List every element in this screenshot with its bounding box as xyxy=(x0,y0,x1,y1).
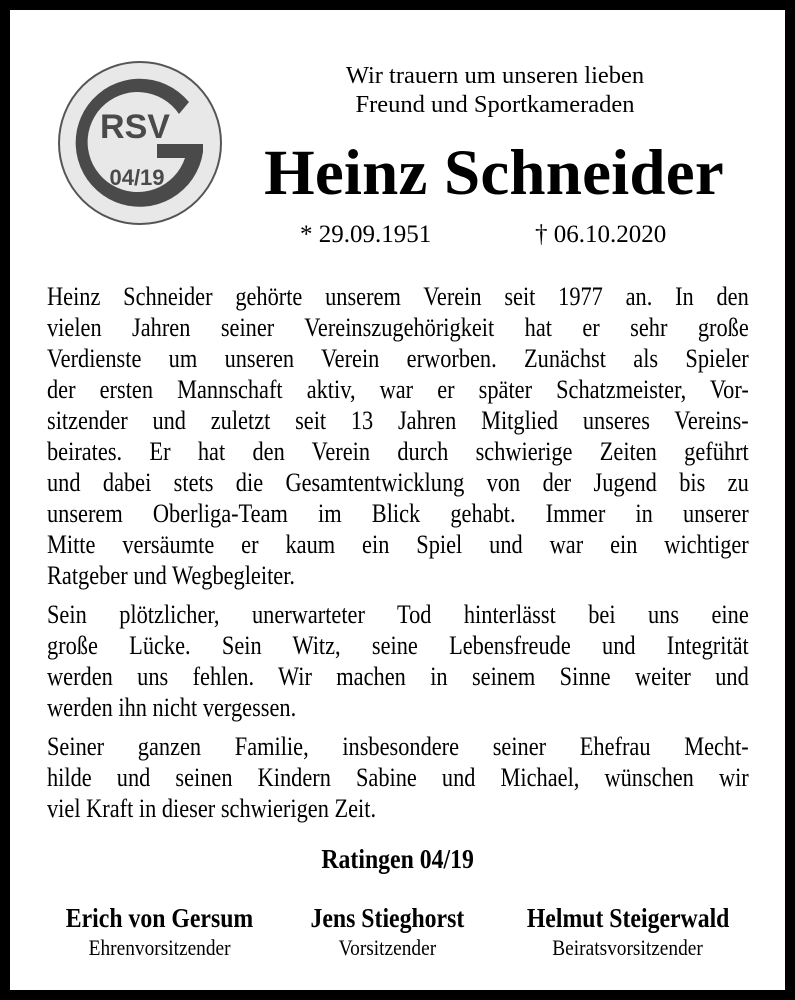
club-logo-icon xyxy=(57,60,223,226)
text-line: Verdienste um unseren Verein erworben. Zunächst als Spieler xyxy=(47,344,749,373)
text-line: werden ihn nicht vergessen. xyxy=(47,693,297,722)
signatory-name: Helmut Steigerwald xyxy=(526,903,730,933)
text-line: viel Kraft in dieser schwierigen Zeit. xyxy=(47,794,377,823)
text-line: sitzender und zuletzt seit 13 Jahren Mitglied unseres Vereins- xyxy=(47,406,749,435)
text-line: Seiner ganzen Familie, insbesondere seiner Ehefrau Mecht- xyxy=(47,732,749,761)
signatory-role: Beiratsvorsitzender xyxy=(552,935,704,960)
text-line: der ersten Mannschaft aktiv, war er später Schatzmeister, Vor- xyxy=(47,375,749,404)
logo-number: 04/19 xyxy=(109,165,165,190)
signatory-chair xyxy=(272,902,502,962)
text-line: Ratgeber und Wegbegleiter. xyxy=(47,561,296,590)
signatory-role: Ehrenvorsitzender xyxy=(88,935,231,960)
club-name: Ratingen 04/19 xyxy=(321,844,474,874)
text-line: werden uns fehlen. Wir machen in seinem Sinne weiter und xyxy=(47,662,749,691)
deceased-name: Heinz Schneider xyxy=(264,137,724,209)
signatory-name: Jens Stieghorst xyxy=(310,903,464,933)
text-line: Heinz Schneider gehörte unserem Verein seit 1977 an. In den xyxy=(47,282,749,311)
text-line: und dabei stets die Gesamtentwicklung von der Jugend bis zu xyxy=(47,468,749,497)
text-line: hilde und seinen Kindern Sabine und Michael, wünschen wir xyxy=(47,763,749,792)
intro-line-1: Wir trauern um unseren lieben xyxy=(345,62,645,89)
obituary-notice xyxy=(10,10,785,990)
text-line: beirates. Er hat den Verein durch schwierige Zeiten geführt xyxy=(47,437,749,466)
signatory-board-chair xyxy=(502,902,754,962)
text-line: Sein plötzlicher, unerwarteter Tod hinterlässt bei uns eine xyxy=(47,600,749,629)
death-date: † 06.10.2020 xyxy=(535,221,667,248)
intro-line-2: Freund und Sportkameraden xyxy=(355,91,635,118)
signatory-role: Vorsitzender xyxy=(338,935,436,960)
text-line: große Lücke. Sein Witz, seine Lebensfreude und Integrität xyxy=(47,631,749,660)
birth-date: * 29.09.1951 xyxy=(300,221,432,248)
logo-letters: RSV xyxy=(100,108,170,146)
signatory-honorary-chair xyxy=(32,902,287,962)
text-line: Mitte versäumte er kaum ein Spiel und war ein wichtiger xyxy=(47,530,749,559)
text-line: vielen Jahren seiner Vereinszugehörigkeit hat er sehr große xyxy=(47,313,749,342)
signatory-name: Erich von Gersum xyxy=(65,903,254,933)
text-line: unserem Oberliga-Team im Blick gehabt. Immer in unserer xyxy=(47,499,749,528)
